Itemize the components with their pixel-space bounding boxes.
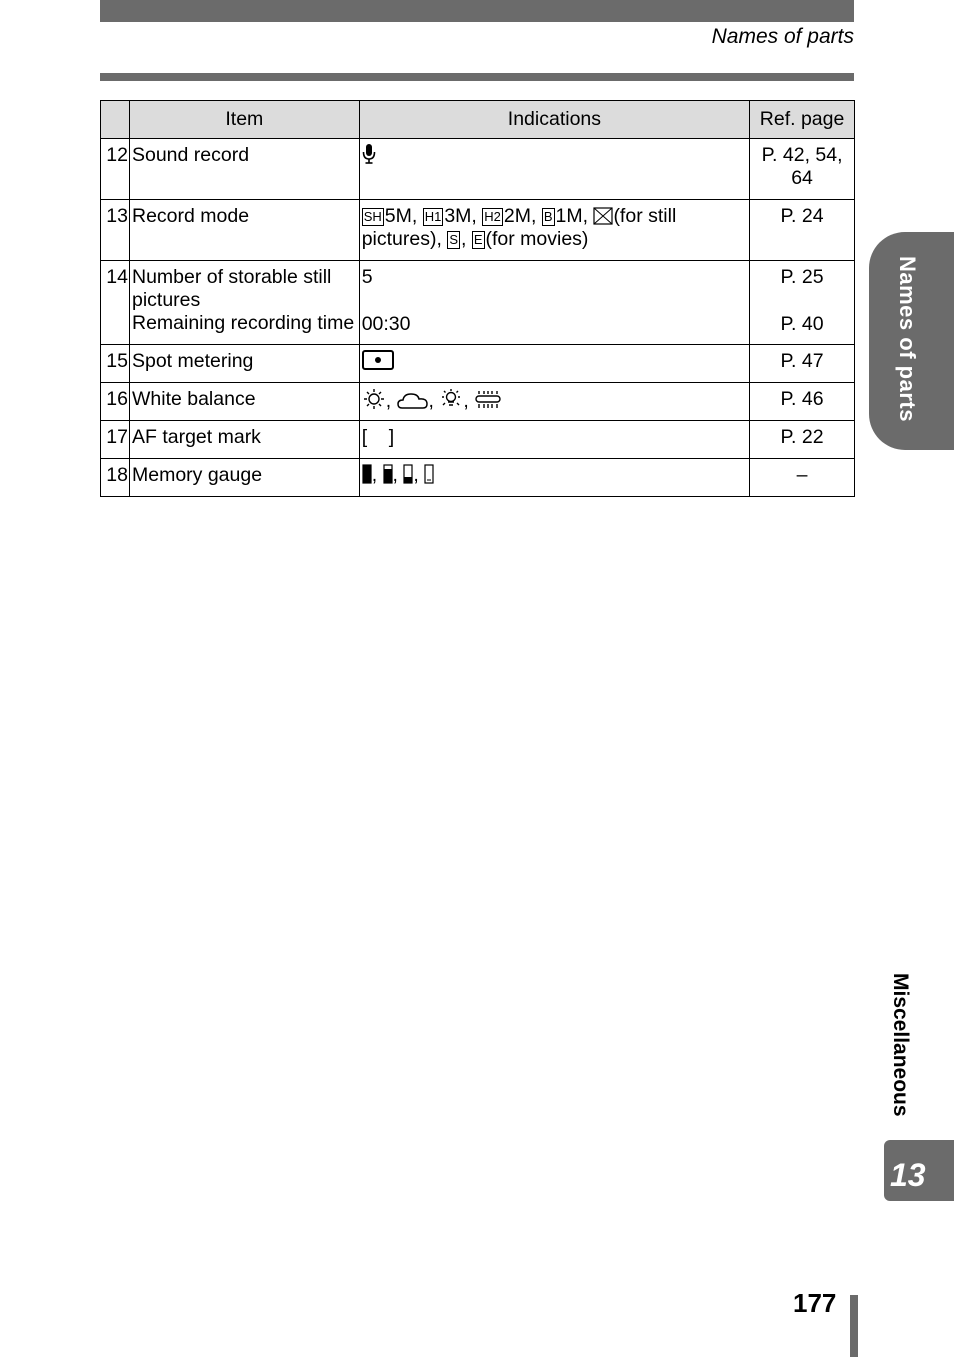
row-item: Spot metering <box>129 345 359 383</box>
memory-gauge-empty-icon <box>424 464 434 484</box>
row-number: 17 <box>101 421 130 459</box>
mode-size-1m: 1M, <box>555 205 594 227</box>
row-item-line2: Remaining recording time <box>131 312 355 334</box>
parts-table <box>100 100 855 497</box>
mode-h1-icon: H1 <box>424 209 442 224</box>
row-indications <box>359 345 749 383</box>
row-number: 18 <box>101 459 130 497</box>
header-indications: Indications <box>359 101 749 139</box>
top-bar <box>100 0 854 22</box>
row-item <box>129 261 359 345</box>
row-number: 12 <box>101 139 130 200</box>
mode-still-text: (for still pictures), <box>361 205 677 250</box>
mode-size-3m: 3M, <box>444 205 483 227</box>
row-indications: , , , <box>359 459 749 497</box>
envelope-mode-icon <box>593 207 613 225</box>
table-row <box>101 345 855 383</box>
row-ref-page: P. 47 <box>750 345 855 383</box>
table-row <box>101 383 855 421</box>
row-item: White balance <box>129 383 359 421</box>
table-row <box>101 261 855 345</box>
section-label: Miscellaneous <box>889 973 912 1117</box>
storable-count: 5 <box>361 266 373 288</box>
af-target-mark: [ ] <box>361 426 395 448</box>
row-indications <box>359 261 749 345</box>
row-ref-page: P. 22 <box>750 421 855 459</box>
row-ref-page: P. 42, 54, 64 <box>750 139 855 200</box>
row-ref-page <box>750 261 855 345</box>
row-indications <box>359 421 749 459</box>
row-number: 15 <box>101 345 130 383</box>
table-header-row <box>101 101 855 139</box>
spot-metering-icon <box>362 350 394 370</box>
row-ref-page: P. 46 <box>750 383 855 421</box>
row-item: Sound record <box>129 139 359 200</box>
row-indications: , , , <box>359 383 749 421</box>
mode-size-5m: 5M, <box>384 205 423 227</box>
row-number: 13 <box>101 200 130 261</box>
row-item: Record mode <box>129 200 359 261</box>
memory-gauge-full-icon <box>362 464 372 484</box>
row-ref-page: – <box>750 459 855 497</box>
fluorescent-icon <box>474 390 502 410</box>
table-row <box>101 421 855 459</box>
sun-icon <box>362 388 386 410</box>
row-item-line1: Number of storable still pictures <box>131 266 332 311</box>
mode-size-2m: 2M, <box>503 205 542 227</box>
ref-page-2: P. 40 <box>780 313 824 335</box>
header-item: Item <box>129 101 359 139</box>
row-item: Memory gauge <box>129 459 359 497</box>
mode-s-icon: S <box>449 232 458 247</box>
side-tab-label: Names of parts <box>895 256 920 422</box>
remaining-time: 00:30 <box>361 313 411 335</box>
mode-movies-text: (for movies) <box>485 228 589 250</box>
row-indications: SH 5M, H1 3M, H2 2M, B 1M, (for still pictures), S , E (for movies) <box>359 200 749 261</box>
row-number: 14 <box>101 261 130 345</box>
mode-e-icon: E <box>473 232 483 247</box>
mode-sh-icon: SH <box>363 209 382 224</box>
chapter-number: 13 <box>890 1157 926 1193</box>
cloud-icon <box>397 392 429 410</box>
row-number: 16 <box>101 383 130 421</box>
ref-page-1: P. 25 <box>780 266 824 288</box>
table-row <box>101 200 855 261</box>
microphone-icon <box>362 144 376 164</box>
page-number: 177 <box>793 1288 837 1318</box>
table-row <box>101 459 855 497</box>
row-ref-page: P. 24 <box>750 200 855 261</box>
header-rule <box>100 73 854 81</box>
header-number <box>101 101 130 139</box>
page-header-title: Names of parts <box>711 25 854 48</box>
page-bar <box>850 1295 858 1357</box>
row-indications <box>359 139 749 200</box>
memory-gauge-high-icon <box>383 464 393 484</box>
memory-gauge-low-icon <box>403 464 413 484</box>
mode-b-icon: B <box>543 209 553 224</box>
tungsten-bulb-icon <box>439 388 463 410</box>
table-row <box>101 139 855 200</box>
mode-h2-icon: H2 <box>484 209 501 224</box>
row-item: AF target mark <box>129 421 359 459</box>
header-ref-page: Ref. page <box>750 101 855 139</box>
